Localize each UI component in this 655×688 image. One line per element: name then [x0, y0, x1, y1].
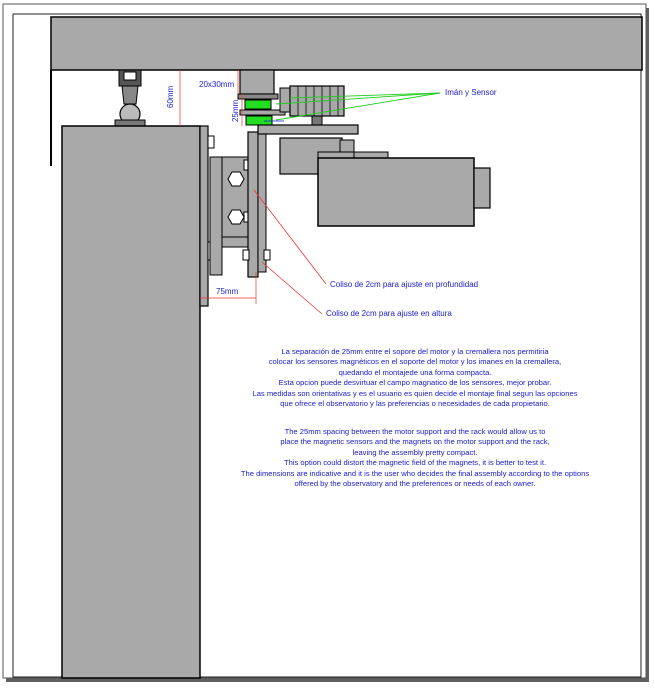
text-line: Las medidas son orientativas y es el usuario es quien decide el montaje final segun las opciones: [252, 388, 578, 398]
motor-body: [318, 158, 474, 226]
text-line: The dimensions are indicative and it is the user who decides the final assembly according to the options: [240, 468, 590, 478]
label-60mm: 60mm: [166, 85, 175, 108]
magnet: [245, 100, 271, 109]
paragraph-english: [215, 427, 615, 489]
top-beam: [51, 17, 642, 70]
text-line: This option could distort the magnetic field of the magnets, it is better to test it.: [283, 458, 547, 468]
text-line: La separación de 25mm entre el sopore del motor y la cremallera nos permitiria: [281, 347, 549, 356]
text-line: quedando el montajede una forma compacta.: [338, 367, 492, 377]
text-line: place the magnetic sensors and the magnets on the motor support and the rack,: [280, 437, 550, 447]
label-slot-height: Coliso de 2cm para ajuste en altura: [326, 309, 452, 318]
motor-plate: [258, 125, 358, 134]
sensor: [246, 116, 272, 125]
paragraph-spanish: [215, 347, 615, 409]
rack-strip: [200, 126, 208, 306]
text-line: que ofrece el observatorio y las preferencias o necesidades de cada propietario.: [280, 399, 550, 409]
label-20x30mm: 20x30mm: [199, 80, 235, 89]
label-slot-depth: Coliso de 2cm para ajuste en profundidad: [330, 280, 479, 289]
support-block-20x30: [240, 70, 274, 94]
motor-end-cap: [474, 168, 490, 208]
label-25mm: 25mm: [231, 99, 240, 122]
text-line: offered by the observatory and the preferences or needs of each owner.: [294, 479, 536, 489]
text-line: leaving the assembly pretty compact.: [352, 447, 478, 457]
text-line: Esta opcion puede desvirtuar el campo magnatico de los sensores, mejor probar.: [278, 378, 552, 388]
text-line: The 25mm spacing between the motor support and the rack would allow us to: [284, 427, 546, 436]
label-75mm: 75mm: [216, 287, 239, 296]
text-line: colocar los sensores magnéticos en el soporte del motor y los imanes en la cremallera,: [268, 357, 562, 367]
wall-panel: [62, 126, 200, 678]
label-magnet-sensor: Imán y Sensor: [445, 88, 497, 97]
